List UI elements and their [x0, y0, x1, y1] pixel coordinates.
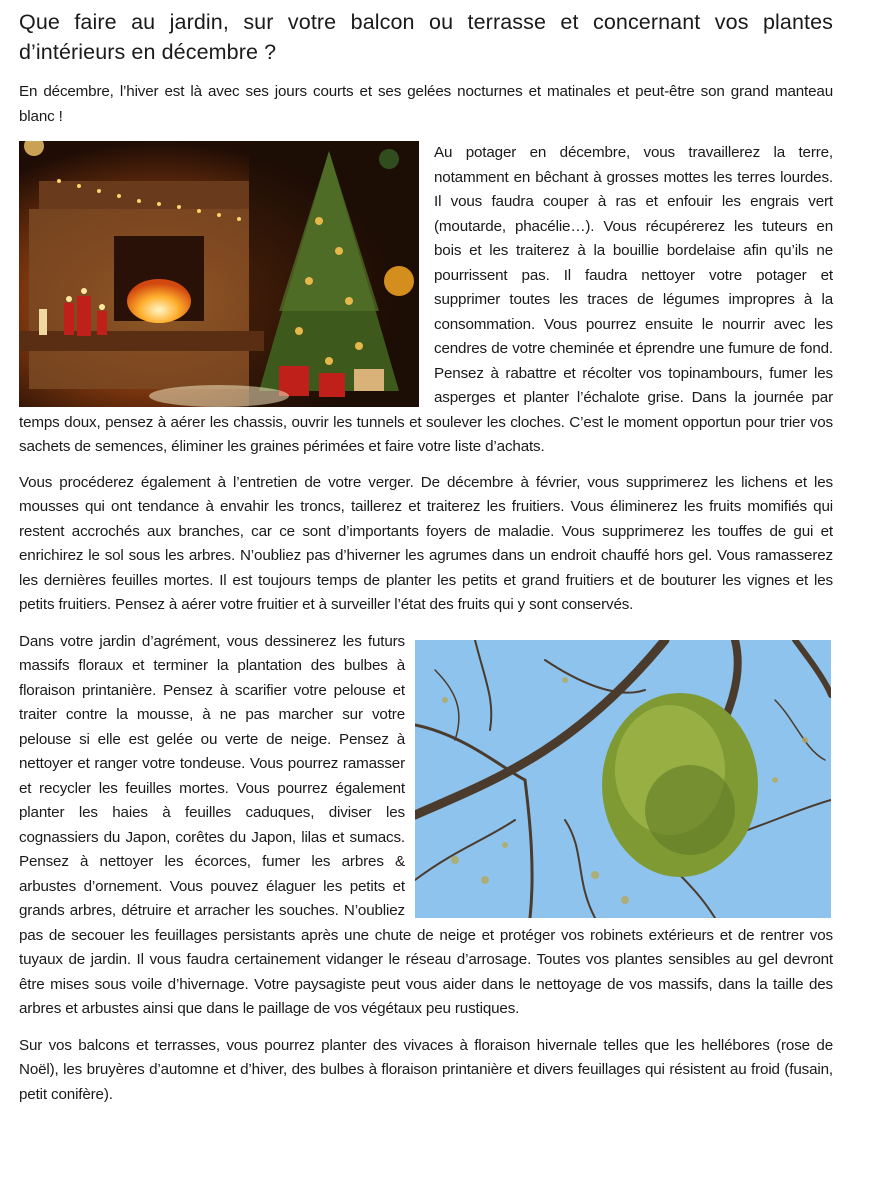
- article: [19, 0, 833, 1107]
- fireplace-illustration: [19, 141, 419, 407]
- intro-paragraph: En décembre, l’hiver est là avec ses jours courts et ses gelées nocturnes et matinales et peut-être son grand manteau blanc !: [19, 83, 833, 125]
- mistletoe-illustration: [415, 640, 831, 918]
- christmas-fireplace-photo: [19, 141, 419, 407]
- jardin-paragraph: Dans votre jardin d’agrément, vous dessinerez les futurs massifs floraux et terminer la plantation des bulbes à floraison printanière. Pensez à scarifier votre pelouse et traiter contre la mousse, à ne pas marcher sur votre pelouse si elle est gelée ou verte de neige. Pensez à nettoyer et ranger votre tondeuse. Vous pourrez ramasser et recycler les feuilles mortes. Vous pourrez également planter les haies à feuilles caduques, diviser les cognassiers du Japon, corêtes du Japon, lilas et sumacs. Pensez à nettoyer les écorces, fumer les arbres & arbustes d’ornement. Vous pouvez élaguer les petits et grands arbres, détruire et arracher les souches. N’oubliez pas de secouer les feuillages persistants après une chute de neige et protéger vos robinets extérieurs et de rentrer vos tuyaux de jardin. Il vous faudra certainement vidanger le réseau d’arrosage. Toutes vos plantes sensibles au gel devront être mises sous voile d’hivernage. Votre paysagiste peut vous aider dans le nettoyage de vos massifs, dans la taille des arbres et arbustes ainsi que dans le paillage de vos végétaux peu rustiques.: [19, 632, 833, 1017]
- verger-paragraph: Vous procéderez également à l’entretien de votre verger. De décembre à février, vous supprimerez les lichens et les mousses qui ont tendance à envahir les troncs, taillerez et traiterez les fruitiers. Vous éliminerez les fruits momifiés qui restent accrochés aux branches, car ce sont d’importants foyers de maladie. Vous supprimerez les touffes de gui et enrichirez le sol sous les arbres. N’oubliez pas d’hiverner les agrumes dans un endroit chauffé hors gel. Vous ramasserez les dernières feuilles mortes. Il est toujours temps de planter les petits et grand fruitiers et de bouturer les vignes et les petits fruitiers. Pensez à aérer votre fruitier et à surveiller l’état des fruits qui y sont conservés.: [19, 473, 833, 613]
- mistletoe-tree-photo: [415, 640, 831, 918]
- balcon-paragraph: Sur vos balcons et terrasses, vous pourrez planter des vivaces à floraison hivernale telles que les hellébores (rose de Noël), les bruyères d’automne et d’hiver, des bulbes à floraison printanière et divers feuillages qui résistent au froid (fusain, petit conifère).: [19, 1036, 833, 1103]
- article-title: Que faire au jardin, sur votre balcon ou terrasse et concernant vos plantes d’intérieurs en décembre ?: [19, 10, 833, 64]
- potager-paragraph: Au potager en décembre, vous travaillerez la terre, notamment en bêchant à grosses mottes les terres lourdes. Il vous faudra couper à ras et enfouir les engrais vert (moutarde, phacélie…). Vous récupérerez les tuteurs en bois et les traiterez à la bouillie bordelaise afin qu’ils ne pourrissent pas. Il faudra nettoyer votre potager et supprimer toutes les traces de légumes impropres à la consommation. Vous pourrez ensuite le nourrir avec les cendres de votre cheminée et éprendre une fumure de fond. Pensez à rabattre et récolter vos topinambours, fumer les asperges et planter l’échalote grise. Dans la journée par temps doux, pensez à aérer les chassis, ouvrir les tunnels et soulever les cloches. C’est le moment opportun pour trier vos sachets de semences, éliminer les graines périmées et faire votre liste d’achats.: [19, 144, 833, 455]
- jardin-section: [19, 630, 833, 1022]
- potager-section: [19, 139, 833, 460]
